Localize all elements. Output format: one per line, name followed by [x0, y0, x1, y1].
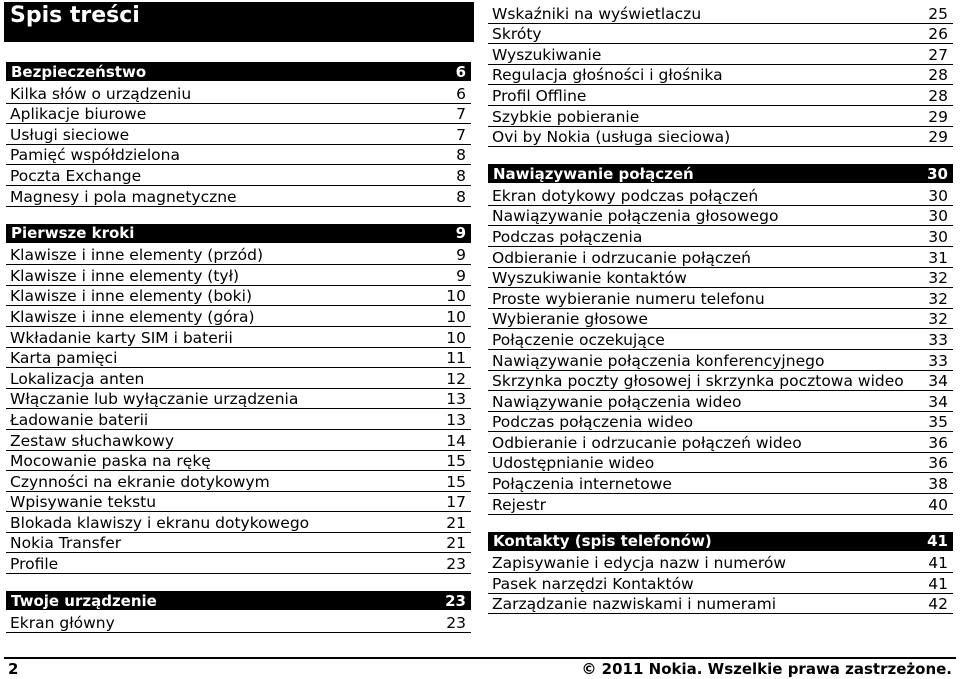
toc-entry[interactable]: [488, 371, 953, 392]
toc-entry-title: Połączenie oczekujące: [492, 330, 665, 349]
toc-entry-title: Lokalizacja anten: [10, 369, 145, 388]
toc-entry[interactable]: [488, 432, 953, 453]
toc-entry[interactable]: [6, 430, 471, 451]
toc-entry-title: Karta pamięci: [10, 349, 118, 368]
toc-entry-page: 35: [928, 413, 948, 432]
toc-entry-title: Klawisze i inne elementy (boki): [10, 287, 252, 306]
toc-section: [6, 224, 471, 575]
toc-entry-title: Ekran dotykowy podczas połączeń: [492, 186, 759, 205]
toc-entry-title: Pasek narzędzi Kontaktów: [492, 574, 694, 593]
toc-entry-title: Udostępnianie wideo: [492, 454, 655, 473]
toc-entry-page: 13: [446, 410, 466, 429]
toc-entry-title: Wyszukiwanie kontaktów: [492, 269, 687, 288]
section-heading-title: Twoje urządzenie: [11, 591, 157, 610]
toc-entry[interactable]: [488, 268, 953, 289]
section-heading-title: Nawiązywanie połączeń: [493, 164, 694, 183]
toc-section: [488, 164, 953, 515]
toc-entry-title: Wskaźniki na wyświetlaczu: [492, 4, 702, 23]
toc-entry[interactable]: [6, 409, 471, 430]
toc-entry-page: 10: [446, 328, 466, 347]
toc-entry[interactable]: [488, 106, 953, 127]
toc-entry-page: 40: [928, 495, 948, 514]
toc-entry-page: 33: [928, 330, 948, 349]
toc-entry-title: Odbieranie i odrzucanie połączeń wideo: [492, 433, 802, 452]
toc-entry-page: 30: [928, 227, 948, 246]
toc-entry-page: 25: [928, 4, 948, 23]
toc-entry-title: Aplikacje biurowe: [10, 105, 147, 124]
toc-entry[interactable]: [6, 104, 471, 125]
toc-entry[interactable]: [488, 412, 953, 433]
toc-section: [6, 591, 471, 633]
toc-entry[interactable]: [6, 327, 471, 348]
toc-entry-page: 28: [928, 86, 948, 105]
toc-entry-page: 21: [446, 534, 466, 553]
toc-entry-page: 29: [928, 128, 948, 147]
toc-entry-page: 30: [928, 207, 948, 226]
toc-entry-title: Wpisywanie tekstu: [10, 493, 157, 512]
footer-divider: [4, 657, 956, 659]
toc-entry-title: Profile: [10, 555, 59, 574]
toc-entry[interactable]: [488, 3, 953, 24]
section-heading-title: Kontakty (spis telefonów): [493, 532, 712, 551]
toc-entry[interactable]: [6, 553, 471, 574]
toc-entry[interactable]: [488, 85, 953, 106]
section-heading-page: 9: [455, 224, 466, 243]
toc-entry-title: Odbieranie i odrzucanie połączeń: [492, 248, 751, 267]
toc-entry[interactable]: [488, 329, 953, 350]
toc-entry[interactable]: [6, 245, 471, 266]
toc-entry[interactable]: [488, 453, 953, 474]
toc-entry[interactable]: [6, 512, 471, 533]
page-title: Spis treści: [4, 2, 474, 42]
toc-entry[interactable]: [488, 391, 953, 412]
toc-entry-page: 26: [928, 25, 948, 44]
toc-entry[interactable]: [488, 350, 953, 371]
toc-entry-title: Magnesy i pola magnetyczne: [10, 187, 237, 206]
toc-entry[interactable]: [488, 226, 953, 247]
toc-entry[interactable]: [488, 573, 953, 594]
section-heading-page: 41: [927, 532, 948, 551]
toc-entry-title: Mocowanie paska na rękę: [10, 452, 211, 471]
toc-entry-page: 28: [928, 66, 948, 85]
toc-section: [488, 3, 953, 147]
toc-entry-page: 21: [446, 513, 466, 532]
toc-entry[interactable]: [6, 286, 471, 307]
toc-entry[interactable]: [488, 185, 953, 206]
toc-entry-page: 7: [456, 105, 466, 124]
toc-entry-page: 10: [446, 287, 466, 306]
toc-entry-page: 23: [446, 555, 466, 574]
toc-entry-title: Blokada klawiszy i ekranu dotykowego: [10, 513, 310, 532]
toc-entry-page: 32: [928, 269, 948, 288]
section-heading-page: 30: [927, 164, 948, 183]
section-heading-title: Pierwsze kroki: [11, 224, 135, 243]
toc-entry-title: Nawiązywanie połączenia głosowego: [492, 207, 779, 226]
toc-entry[interactable]: [6, 389, 471, 410]
toc-entry-page: 14: [446, 431, 466, 450]
toc-entry-title: Pamięć współdzielona: [10, 146, 180, 165]
toc-entry-page: 38: [928, 475, 948, 494]
copyright-notice: © 2011 Nokia. Wszelkie prawa zastrzeżone.: [581, 660, 952, 678]
toc-entry[interactable]: [6, 145, 471, 166]
toc-entry-title: Czynności na ekranie dotykowym: [10, 472, 270, 491]
toc-entry-page: 30: [928, 186, 948, 205]
toc-entry[interactable]: [488, 473, 953, 494]
toc-entry-page: 7: [456, 125, 466, 144]
page-number: 2: [8, 660, 19, 678]
toc-entry-page: 29: [928, 107, 948, 126]
toc-entry-title: Poczta Exchange: [10, 166, 142, 185]
toc-entry-title: Profil Offline: [492, 86, 587, 105]
toc-entry-title: Wybieranie głosowe: [492, 310, 648, 329]
toc-entry[interactable]: [6, 265, 471, 286]
toc-entry[interactable]: [6, 533, 471, 554]
toc-entry-title: Włączanie lub wyłączanie urządzenia: [10, 390, 299, 409]
toc-entry-title: Rejestr: [492, 495, 546, 514]
toc-entry-page: 9: [456, 266, 466, 285]
toc-entry-page: 36: [928, 433, 948, 452]
toc-entry-title: Ovi by Nokia (usługa sieciowa): [492, 128, 731, 147]
section-heading-page: 6: [455, 62, 466, 81]
toc-section: [488, 532, 953, 615]
toc-entry-title: Ekran główny: [10, 613, 115, 632]
toc-entry[interactable]: [6, 348, 471, 369]
toc-entry[interactable]: [488, 44, 953, 65]
toc-entry-page: 34: [928, 372, 948, 391]
toc-entry[interactable]: [488, 309, 953, 330]
toc-entry-title: Zarządzanie nazwiskami i numerami: [492, 595, 777, 614]
section-heading-page: 23: [445, 591, 466, 610]
toc-entry-title: Skróty: [492, 25, 542, 44]
toc-entry-page: 32: [928, 310, 948, 329]
toc-entry-title: Wyszukiwanie: [492, 45, 602, 64]
toc-entry-title: Klawisze i inne elementy (przód): [10, 246, 264, 265]
toc-column-left: [6, 62, 471, 633]
toc-entry[interactable]: [488, 553, 953, 574]
toc-entry-title: Klawisze i inne elementy (tył): [10, 266, 240, 285]
toc-entry-page: 23: [446, 613, 466, 632]
toc-entry[interactable]: [6, 612, 471, 633]
toc-entry-title: Nokia Transfer: [10, 534, 122, 553]
section-heading[interactable]: [6, 224, 471, 243]
toc-entry[interactable]: [6, 368, 471, 389]
toc-entry-title: Połączenia internetowe: [492, 475, 672, 494]
section-heading[interactable]: [6, 62, 471, 81]
toc-entry[interactable]: [6, 186, 471, 207]
toc-entry[interactable]: [6, 124, 471, 145]
toc-entry-page: 12: [446, 369, 466, 388]
toc-entry-page: 15: [446, 452, 466, 471]
toc-entry-title: Kilka słów o urządzeniu: [10, 84, 192, 103]
toc-entry-page: 9: [456, 246, 466, 265]
toc-entry-page: 15: [446, 472, 466, 491]
toc-entry[interactable]: [488, 288, 953, 309]
toc-entry-page: 8: [456, 146, 466, 165]
toc-entry-page: 42: [928, 595, 948, 614]
toc-entry-title: Nawiązywanie połączenia wideo: [492, 392, 742, 411]
toc-entry[interactable]: [6, 471, 471, 492]
toc-entry[interactable]: [488, 127, 953, 148]
toc-entry-page: 41: [928, 554, 948, 573]
toc-entry-title: Szybkie pobieranie: [492, 107, 640, 126]
toc-entry-page: 11: [446, 349, 466, 368]
toc-column-right: [488, 3, 953, 614]
toc-entry[interactable]: [6, 165, 471, 186]
toc-entry-page: 41: [928, 574, 948, 593]
section-heading[interactable]: [488, 532, 953, 551]
toc-section: [6, 62, 471, 207]
toc-entry-page: 34: [928, 392, 948, 411]
toc-entry-page: 32: [928, 289, 948, 308]
toc-entry-page: 8: [456, 166, 466, 185]
toc-entry[interactable]: [6, 451, 471, 472]
toc-entry-title: Wkładanie karty SIM i baterii: [10, 328, 233, 347]
toc-entry-page: 6: [456, 84, 466, 103]
toc-entry[interactable]: [488, 24, 953, 45]
toc-entry-title: Skrzynka poczty głosowej i skrzynka pocztowa wideo: [492, 372, 904, 391]
toc-entry[interactable]: [488, 594, 953, 615]
toc-entry[interactable]: [488, 65, 953, 86]
section-heading[interactable]: [488, 164, 953, 183]
toc-entry-title: Zestaw słuchawkowy: [10, 431, 174, 450]
toc-entry-page: 27: [928, 45, 948, 64]
toc-entry-title: Klawisze i inne elementy (góra): [10, 307, 255, 326]
toc-entry-title: Proste wybieranie numeru telefonu: [492, 289, 765, 308]
toc-entry[interactable]: [488, 494, 953, 515]
toc-entry-page: 10: [446, 307, 466, 326]
toc-entry-title: Nawiązywanie połączenia konferencyjnego: [492, 351, 825, 370]
toc-entry-title: Usługi sieciowe: [10, 125, 130, 144]
toc-entry[interactable]: [488, 206, 953, 227]
toc-entry[interactable]: [6, 83, 471, 104]
toc-entry-title: Zapisywanie i edycja nazw i numerów: [492, 554, 787, 573]
toc-entry-page: 8: [456, 187, 466, 206]
toc-entry-title: Regulacja głośności i głośnika: [492, 66, 723, 85]
toc-entry[interactable]: [6, 492, 471, 513]
toc-entry-page: 17: [446, 493, 466, 512]
toc-entry-title: Podczas połączenia: [492, 227, 643, 246]
section-heading-title: Bezpieczeństwo: [11, 62, 147, 81]
toc-entry-page: 33: [928, 351, 948, 370]
toc-entry[interactable]: [6, 306, 471, 327]
toc-entry-title: Ładowanie baterii: [10, 410, 149, 429]
toc-entry-page: 13: [446, 390, 466, 409]
toc-entry-page: 36: [928, 454, 948, 473]
toc-entry-title: Podczas połączenia wideo: [492, 413, 694, 432]
toc-entry[interactable]: [488, 247, 953, 268]
section-heading[interactable]: [6, 591, 471, 610]
toc-entry-page: 31: [928, 248, 948, 267]
